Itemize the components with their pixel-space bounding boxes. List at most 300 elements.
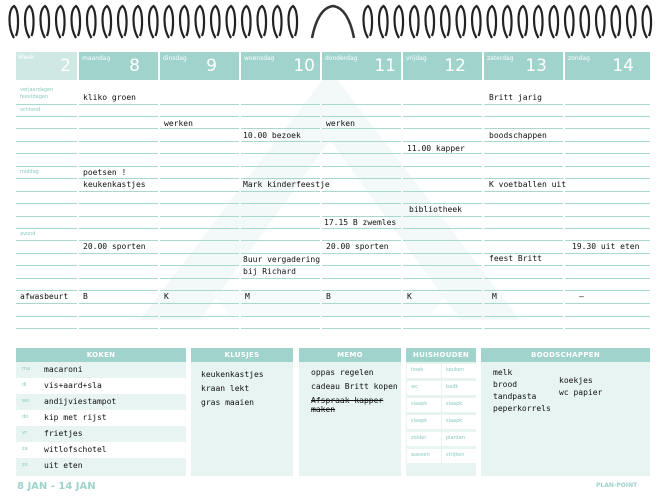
grid-line <box>484 128 563 129</box>
grid-line <box>322 128 401 129</box>
spiral-ring-icon <box>519 6 528 38</box>
grid-line <box>160 228 239 229</box>
grid-line <box>241 328 320 329</box>
grid-line <box>16 178 77 179</box>
grid-line <box>403 166 482 167</box>
memo-item-struck[interactable]: Afspraak kapper <box>311 396 384 405</box>
brand-logo: PLAN-POINT <box>596 482 638 489</box>
chore-cell[interactable]: hoek <box>407 364 441 378</box>
grocery-item[interactable]: tandpasta <box>493 392 537 401</box>
grid-line <box>79 116 158 117</box>
day-name: maandag <box>82 55 111 62</box>
grid-line <box>403 178 482 179</box>
klusjes-item[interactable]: gras maaien <box>201 398 254 407</box>
grid-line <box>565 153 650 154</box>
koken-meal[interactable]: vis+aard+sla <box>44 381 102 390</box>
grid-line <box>241 240 320 241</box>
grid-line <box>79 228 158 229</box>
day-name: zaterdag <box>487 55 514 62</box>
spiral-ring-icon <box>149 6 158 38</box>
grid-line <box>565 203 650 204</box>
afwas-tue[interactable]: K <box>164 292 169 301</box>
spiral-ring-icon <box>534 6 543 38</box>
grid-line <box>16 265 77 266</box>
koken-day: zo <box>22 462 28 468</box>
koken-row[interactable] <box>16 458 186 474</box>
grid-line <box>160 191 239 192</box>
koken-day: vr <box>22 430 28 436</box>
day-header-friday <box>403 52 482 80</box>
memo-panel <box>299 348 401 476</box>
spiral-ring-icon <box>56 6 65 38</box>
day-name: dinsdag <box>163 55 187 62</box>
spiral-ring-icon <box>273 6 282 38</box>
grid-line <box>403 216 482 217</box>
huishouden-title: HUISHOUDEN <box>406 348 476 362</box>
spiral-ring-icon <box>457 6 466 38</box>
day-number: 14 <box>612 56 634 76</box>
grid-line <box>79 153 158 154</box>
grid-line <box>241 166 320 167</box>
koken-day: do <box>22 414 29 420</box>
grid-line <box>403 116 482 117</box>
chore-cell[interactable]: wassen <box>407 449 441 463</box>
week-label: Week <box>18 54 35 61</box>
spiral-ring-icon <box>180 6 189 38</box>
grid-line <box>403 228 482 229</box>
grid-line <box>16 253 77 254</box>
koken-row[interactable] <box>16 378 186 394</box>
grid-line <box>241 104 320 105</box>
grid-line <box>565 166 650 167</box>
grid-line <box>160 178 239 179</box>
grid-line <box>160 116 239 117</box>
spiral-ring-icon <box>612 6 621 38</box>
day-name: woensdag <box>244 55 275 62</box>
day-header-sunday <box>565 52 650 80</box>
afwas-sat[interactable]: M <box>492 292 497 301</box>
grid-line <box>241 316 320 317</box>
entry-wed-meeting[interactable]: 8uur vergadering <box>243 255 321 264</box>
entry-sat-football[interactable]: K voetballen uit <box>489 180 567 189</box>
grocery-item[interactable]: koekjes <box>559 376 593 385</box>
grid-line <box>16 303 77 304</box>
chore-cell[interactable]: slaapk <box>407 415 441 429</box>
koken-row[interactable] <box>16 394 186 410</box>
koken-meal[interactable]: macaroni <box>44 365 83 374</box>
grid-line <box>79 166 158 167</box>
grid-line <box>322 290 401 291</box>
grid-line <box>16 128 77 129</box>
row-label-verjaardagen: verjaardagen <box>20 87 54 93</box>
spiral-ring-icon <box>426 6 435 38</box>
grid-line <box>79 265 158 266</box>
grid-line <box>79 278 158 279</box>
grid-line <box>79 216 158 217</box>
spiral-ring-icon <box>503 6 512 38</box>
grid-line <box>241 203 320 204</box>
spiral-ring-icon <box>25 6 34 38</box>
grid-line <box>241 303 320 304</box>
afwas-fri[interactable]: K <box>407 292 412 301</box>
spiral-ring-icon <box>550 6 559 38</box>
chore-cell[interactable]: zolder <box>407 432 441 446</box>
entry-thu-sport[interactable]: 20.00 sporten <box>326 242 389 251</box>
grid-line <box>79 141 158 142</box>
day-number: 8 <box>129 56 140 76</box>
entry-wed-visit[interactable]: 10.00 bezoek <box>243 131 301 140</box>
week-grid <box>16 52 650 330</box>
afwas-sun[interactable]: – <box>579 292 584 301</box>
grid-line <box>322 303 401 304</box>
entry-wed-meeting-place[interactable]: bij Richard <box>243 267 296 276</box>
grid-line <box>79 316 158 317</box>
grid-line <box>160 153 239 154</box>
chore-cell[interactable]: slaapk <box>442 415 476 429</box>
afwas-wed[interactable]: M <box>245 292 250 301</box>
spiral-ring-icon <box>379 6 388 38</box>
boodschappen-title: BOODSCHAPPEN <box>481 348 650 362</box>
grocery-item[interactable]: wc papier <box>559 388 603 397</box>
koken-row[interactable] <box>16 426 186 442</box>
grid-line <box>565 216 650 217</box>
entry-sun-dinner[interactable]: 19.30 uit eten <box>572 242 640 251</box>
entry-sat-birthday[interactable]: Britt jarig <box>489 93 542 102</box>
grid-line <box>322 216 401 217</box>
row-label-feestdagen: feestdagen <box>20 94 49 100</box>
koken-row[interactable] <box>16 442 186 458</box>
day-header-wednesday <box>241 52 320 80</box>
day-number: 10 <box>293 56 315 76</box>
grid-line <box>160 303 239 304</box>
spiral-ring-icon <box>242 6 251 38</box>
grid-line <box>322 203 401 204</box>
chore-cell[interactable]: slaapk <box>442 398 476 412</box>
memo-item[interactable]: oppas regelen <box>311 368 374 377</box>
koken-meal[interactable]: andijviestampot <box>44 397 117 406</box>
spiral-ring-icon <box>289 6 298 38</box>
entry-tue-work[interactable]: werken <box>164 119 193 128</box>
grid-line <box>16 316 77 317</box>
grid-line <box>79 290 158 291</box>
spiral-binding <box>0 0 667 44</box>
grid-line <box>16 278 77 279</box>
grid-line <box>403 104 482 105</box>
grid-line <box>79 253 158 254</box>
grid-line <box>16 153 77 154</box>
grid-line <box>16 166 77 167</box>
koken-row[interactable] <box>16 410 186 426</box>
grid-line <box>322 166 401 167</box>
grid-line <box>322 141 401 142</box>
entry-mon-cupboards[interactable]: keukenkastjes <box>83 180 146 189</box>
afwas-label: afwasbeurt <box>20 292 69 301</box>
day-header-thursday <box>322 52 401 80</box>
day-name: donderdag <box>325 55 358 62</box>
koken-meal[interactable]: kip met rijst <box>44 413 107 422</box>
grid-line <box>565 290 650 291</box>
grid-line <box>79 328 158 329</box>
spiral-ring-icon <box>441 6 450 38</box>
grid-line <box>565 228 650 229</box>
spiral-ring-icon <box>581 6 590 38</box>
grid-line <box>160 253 239 254</box>
grid-line <box>79 303 158 304</box>
grid-line <box>160 265 239 266</box>
grid-line <box>484 104 563 105</box>
grid-line <box>565 316 650 317</box>
spiral-ring-icon <box>103 6 112 38</box>
grid-line <box>403 265 482 266</box>
entry-thu-swimming[interactable]: 17.15 B zwemles <box>324 218 397 227</box>
chore-cell[interactable]: strijken <box>442 449 476 463</box>
grid-line <box>484 141 563 142</box>
spiral-ring-icon <box>87 6 96 38</box>
spiral-ring-icon <box>118 6 127 38</box>
grid-line <box>16 228 77 229</box>
grid-line <box>16 104 77 105</box>
grid-line <box>322 240 401 241</box>
spiral-ring-icon <box>227 6 236 38</box>
grid-line <box>79 128 158 129</box>
grid-line <box>484 153 563 154</box>
grid-line <box>322 316 401 317</box>
koken-day: wo <box>22 398 30 404</box>
spiral-ring-icon <box>196 6 205 38</box>
week-header <box>16 52 77 80</box>
grid-line <box>241 278 320 279</box>
week-number: 2 <box>60 56 71 76</box>
grid-line <box>403 328 482 329</box>
grid-line <box>79 240 158 241</box>
chore-cell[interactable]: keuken <box>442 364 476 378</box>
entry-sat-party[interactable]: feest Britt <box>489 254 542 263</box>
grid-line <box>241 228 320 229</box>
klusjes-item[interactable]: kraan lekt <box>201 384 250 393</box>
koken-panel <box>16 348 186 476</box>
grid-line <box>322 191 401 192</box>
grid-line <box>484 216 563 217</box>
grid-line <box>241 116 320 117</box>
row-label-avond: avond <box>20 231 36 237</box>
chore-cell[interactable]: slaapk <box>407 398 441 412</box>
grid-line <box>241 178 320 179</box>
grid-line <box>403 303 482 304</box>
grid-line <box>403 253 482 254</box>
grid-line <box>403 278 482 279</box>
grid-line <box>484 265 563 266</box>
grid-line <box>565 253 650 254</box>
afwas-mon[interactable]: B <box>83 292 88 301</box>
grid-line <box>160 278 239 279</box>
grid-line <box>565 128 650 129</box>
spiral-ring-icon <box>72 6 81 38</box>
spiral-ring-icon <box>395 6 404 38</box>
spiral-ring-icon <box>596 6 605 38</box>
grid-line <box>322 328 401 329</box>
spiral-ring-icon <box>10 6 19 38</box>
day-number: 13 <box>525 56 547 76</box>
grid-line <box>79 104 158 105</box>
row-label-ochtend: ochtend <box>20 107 41 113</box>
grid-line <box>16 191 77 192</box>
spiral-ring-icon <box>488 6 497 38</box>
afwas-thu[interactable]: B <box>326 292 331 301</box>
grid-line <box>322 153 401 154</box>
grid-line <box>565 178 650 179</box>
spiral-ring-icon <box>41 6 50 38</box>
grid-line <box>403 290 482 291</box>
grid-line <box>403 316 482 317</box>
day-header-tuesday <box>160 52 239 80</box>
grid-line <box>16 240 77 241</box>
grid-line <box>403 128 482 129</box>
entry-thu-work[interactable]: werken <box>326 119 355 128</box>
koken-day: ma <box>22 366 30 372</box>
grid-line <box>565 116 650 117</box>
grid-line <box>403 191 482 192</box>
koken-row[interactable] <box>16 362 186 378</box>
grid-line <box>403 240 482 241</box>
grid-line <box>322 265 401 266</box>
entry-fri-library[interactable]: bibliotheek <box>409 205 462 214</box>
koken-day: di <box>22 382 27 388</box>
grid-line <box>241 216 320 217</box>
grocery-item[interactable]: peperkorrels <box>493 404 551 413</box>
grid-line <box>160 216 239 217</box>
grid-line <box>16 216 77 217</box>
grid-line <box>565 278 650 279</box>
grid-line <box>484 278 563 279</box>
grid-line <box>484 203 563 204</box>
grid-line <box>241 191 320 192</box>
grid-line <box>484 290 563 291</box>
grid-line <box>160 141 239 142</box>
grid-line <box>565 104 650 105</box>
grid-line <box>160 203 239 204</box>
day-number: 9 <box>206 56 217 76</box>
grid-line <box>484 303 563 304</box>
grid-line <box>160 240 239 241</box>
grid-line <box>241 153 320 154</box>
spiral-ring-icon <box>410 6 419 38</box>
spiral-ring-icon <box>565 6 574 38</box>
grid-line <box>403 153 482 154</box>
grid-line <box>160 128 239 129</box>
grid-line <box>565 265 650 266</box>
grid-line <box>322 228 401 229</box>
day-header-monday <box>79 52 158 80</box>
boodschappen-panel <box>481 348 650 476</box>
memo-item-struck[interactable]: maken <box>311 405 336 414</box>
grid-line <box>241 253 320 254</box>
hanger-hook-icon <box>312 6 354 38</box>
grid-line <box>322 253 401 254</box>
row-label-middag: middag <box>20 169 39 175</box>
koken-title: KOKEN <box>16 348 186 362</box>
koken-day: za <box>22 446 28 452</box>
spiral-ring-icon <box>364 6 373 38</box>
day-header-saturday <box>484 52 563 80</box>
grid-line <box>403 141 482 142</box>
grid-line <box>160 290 239 291</box>
grid-line <box>79 203 158 204</box>
memo-item[interactable]: cadeau Britt kopen <box>311 382 398 391</box>
entry-mon-sport[interactable]: 20.00 sporten <box>83 242 146 251</box>
grid-line <box>322 278 401 279</box>
grid-line <box>484 166 563 167</box>
date-range: 8 JAN - 14 JAN <box>17 481 96 492</box>
grid-line <box>160 104 239 105</box>
grid-line <box>484 191 563 192</box>
grid-line <box>160 166 239 167</box>
spiral-ring-icon <box>134 6 143 38</box>
entry-mon-kliko[interactable]: kliko groen <box>83 93 136 102</box>
grid-line <box>565 303 650 304</box>
spiral-ring-icon <box>472 6 481 38</box>
grid-line <box>484 228 563 229</box>
grid-line <box>241 128 320 129</box>
grid-line <box>484 178 563 179</box>
grid-line <box>484 240 563 241</box>
grid-line <box>79 178 158 179</box>
chore-cell[interactable]: planten <box>442 432 476 446</box>
chore-cell[interactable]: wc <box>407 381 441 395</box>
grid-line <box>403 203 482 204</box>
entry-sat-groceries[interactable]: boodschappen <box>489 131 547 140</box>
grid-line <box>241 265 320 266</box>
grocery-item[interactable]: brood <box>493 380 518 389</box>
grid-line <box>241 290 320 291</box>
grid-line <box>565 240 650 241</box>
koken-meal[interactable]: uit eten <box>44 461 83 470</box>
grid-line <box>484 316 563 317</box>
spiral-ring-icon <box>165 6 174 38</box>
grid-line <box>79 191 158 192</box>
grid-line <box>160 316 239 317</box>
grid-line <box>16 116 77 117</box>
spiral-ring-icon <box>258 6 267 38</box>
grid-line <box>322 104 401 105</box>
grid-line <box>16 290 77 291</box>
grid-line <box>322 116 401 117</box>
memo-title: MEMO <box>299 348 401 362</box>
day-name: vrijdag <box>406 55 427 62</box>
grid-line <box>16 141 77 142</box>
grid-line <box>484 116 563 117</box>
entry-fri-hairdresser[interactable]: 11.00 kapper <box>407 144 465 153</box>
spiral-ring-icon <box>643 6 652 38</box>
grid-line <box>16 203 77 204</box>
grid-line <box>565 191 650 192</box>
koken-meal[interactable]: frietjes <box>44 429 83 438</box>
day-name: zondag <box>568 55 590 62</box>
entry-mon-cleaning[interactable]: poetsen ! <box>83 168 127 177</box>
klusjes-title: KLUSJES <box>191 348 293 362</box>
day-number: 11 <box>374 56 396 76</box>
day-number: 12 <box>444 56 466 76</box>
entry-wed-party[interactable]: Mark kinderfeestje <box>243 180 330 189</box>
grocery-item[interactable]: melk <box>493 368 513 377</box>
koken-meal[interactable]: witlofschotel <box>44 445 107 454</box>
grid-line <box>484 328 563 329</box>
klusjes-item[interactable]: keukenkastjes <box>201 370 264 379</box>
klusjes-panel <box>191 348 293 476</box>
grid-line <box>16 328 77 329</box>
grid-line <box>241 141 320 142</box>
chore-cell[interactable]: badk <box>442 381 476 395</box>
grid-line <box>565 328 650 329</box>
